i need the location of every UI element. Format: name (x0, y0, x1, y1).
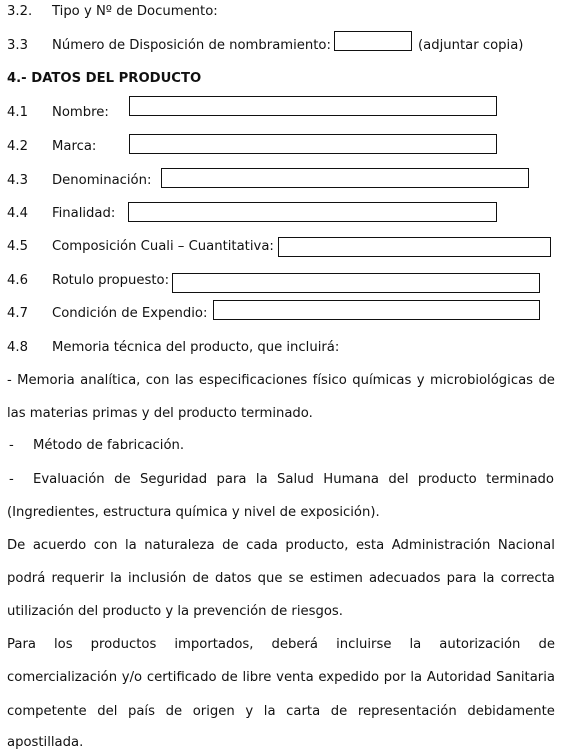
word: Autoridad (426, 670, 492, 685)
word: la (409, 637, 422, 652)
word: país (127, 704, 155, 719)
word: Humana (323, 472, 379, 487)
condicion-expendio-field[interactable] (213, 300, 540, 320)
importados-line-1 (7, 637, 555, 652)
word: productos (90, 637, 157, 652)
word: libre (242, 670, 272, 685)
word: carta (286, 704, 321, 719)
item-4-3-number: 4.3 (7, 173, 28, 188)
word: para (216, 472, 247, 487)
word: requerir (51, 571, 105, 586)
word: la (255, 472, 268, 487)
word: la (410, 670, 423, 685)
acuerdo-line-3: utilización del producto y la prevención de riesgos. (7, 604, 343, 619)
item-3-3-label: Número de Disposición de nombramiento: (52, 38, 331, 53)
denominacion-field[interactable] (161, 168, 529, 188)
word: de (330, 704, 348, 719)
word: por (383, 670, 406, 685)
item-4-7-label: Condición de Expendio: (52, 306, 208, 321)
word: Salud (277, 472, 314, 487)
word: acuerdo (32, 538, 87, 553)
word: especificaciones (198, 373, 308, 388)
word: inclusión (128, 571, 187, 586)
memoria-analitica-line-2: las materias primas y del producto terminado. (7, 406, 313, 421)
word: debidamente (467, 704, 555, 719)
importados-line-4: apostillada. (7, 735, 84, 750)
metodo-fabricacion-text: Método de fabricación. (33, 438, 185, 453)
word: Seguridad (139, 472, 208, 487)
word: - (7, 373, 12, 388)
item-4-1-number: 4.1 (7, 105, 28, 120)
word: estimen (309, 571, 363, 586)
word: del (97, 704, 118, 719)
word: la (263, 704, 276, 719)
word: del (388, 472, 409, 487)
importados-line-2 (7, 670, 555, 685)
item-4-1-label: Nombre: (52, 105, 109, 120)
word: de (222, 538, 239, 553)
item-4-6-number: 4.6 (7, 273, 28, 288)
evaluacion-line-2: (Ingredientes, estructura química y nivel de exposición). (7, 505, 380, 520)
item-4-2-number: 4.2 (7, 139, 28, 154)
word: podrá (7, 571, 46, 586)
word: de (114, 472, 131, 487)
composicion-field[interactable] (278, 237, 551, 257)
word: de (538, 373, 555, 388)
word: con (93, 538, 118, 553)
word: las (174, 373, 194, 388)
nombre-field[interactable] (129, 96, 497, 116)
word: naturaleza (144, 538, 215, 553)
word: microbiológicas (429, 373, 534, 388)
word: venta (276, 670, 314, 685)
word: esta (355, 538, 385, 553)
item-4-8-label: Memoria técnica del producto, que incluirá: (52, 340, 340, 355)
word: De (7, 538, 26, 553)
item-4-8-number: 4.8 (7, 340, 28, 355)
word: adecuados (368, 571, 441, 586)
word: Memoria (17, 373, 75, 388)
finalidad-field[interactable] (128, 202, 497, 222)
item-4-5-number: 4.5 (7, 239, 28, 254)
word: cada (246, 538, 278, 553)
marca-field[interactable] (129, 134, 497, 154)
evaluacion-dash: - (9, 472, 14, 487)
word: expedido (318, 670, 380, 685)
word: que (257, 571, 283, 586)
item-3-2-label: Tipo y Nº de Documento: (52, 4, 218, 19)
word: físico (312, 373, 347, 388)
word: de (538, 637, 555, 652)
rotulo-propuesto-field[interactable] (172, 273, 540, 293)
word: Evaluación (33, 472, 105, 487)
item-3-2-number: 3.2. (7, 4, 33, 19)
item-4-6-label: Rotulo propuesto: (52, 273, 170, 288)
adjuntar-copia-note: (adjuntar copia) (418, 38, 524, 53)
memoria-analitica-line-1 (7, 373, 555, 388)
word: de (192, 571, 209, 586)
word: Nacional (497, 538, 555, 553)
importados-line-3 (7, 704, 555, 719)
word: importados, (174, 637, 254, 652)
evaluacion-line-1 (33, 472, 554, 487)
word: Sanitaria (496, 670, 555, 685)
word: de (221, 670, 238, 685)
word: la (110, 571, 122, 586)
word: producto (417, 472, 477, 487)
word: producto, (285, 538, 349, 553)
word: correcta (500, 571, 555, 586)
item-4-4-label: Finalidad: (52, 206, 116, 221)
metodo-dash: - (9, 438, 14, 453)
word: y (245, 704, 254, 719)
word: la (125, 538, 137, 553)
word: origen (192, 704, 235, 719)
word: analítica, (80, 373, 141, 388)
item-4-2-label: Marca: (52, 139, 97, 154)
item-4-3-label: Denominación: (52, 173, 152, 188)
word: y (416, 373, 425, 388)
word: representación (357, 704, 457, 719)
word: los (54, 637, 73, 652)
disposicion-nombramiento-field[interactable] (334, 31, 412, 51)
item-4-4-number: 4.4 (7, 206, 28, 221)
word: deberá (271, 637, 319, 652)
word: para (446, 571, 477, 586)
word: incluirse (336, 637, 392, 652)
word: y/o (121, 670, 143, 685)
item-4-7-number: 4.7 (7, 306, 28, 321)
word: certificado (146, 670, 217, 685)
word: la (482, 571, 495, 586)
word: datos (214, 571, 252, 586)
word: competente (7, 704, 87, 719)
acuerdo-line-1 (7, 538, 555, 553)
word: Para (7, 637, 36, 652)
acuerdo-line-2 (7, 571, 555, 586)
item-4-5-label: Composición Cuali – Cuantitativa: (52, 239, 274, 254)
word: autorización (439, 637, 521, 652)
word: Administración (391, 538, 491, 553)
word: químicas (352, 373, 412, 388)
item-3-3-number: 3.3 (7, 38, 28, 53)
word: con (145, 373, 170, 388)
section-4-heading: 4.- DATOS DEL PRODUCTO (7, 71, 202, 86)
word: de (165, 704, 183, 719)
word: se (288, 571, 304, 586)
word: comercialización (7, 670, 118, 685)
word: terminado (486, 472, 554, 487)
